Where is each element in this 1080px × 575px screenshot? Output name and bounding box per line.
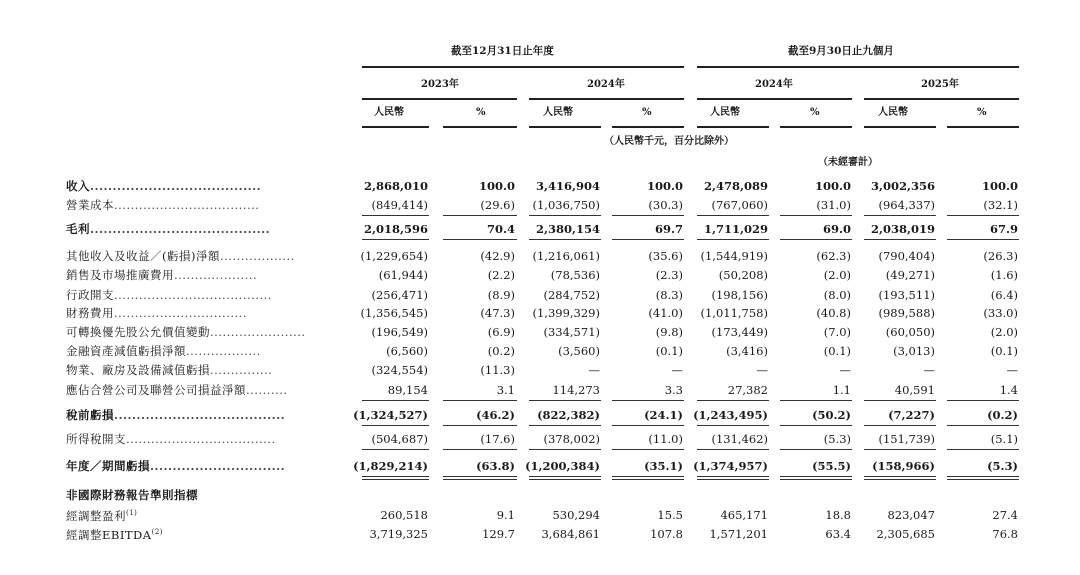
table-cell: (42.9): [480, 249, 515, 263]
table-cell: (35.6): [648, 249, 683, 263]
table-cell: 129.7: [482, 527, 515, 541]
row-label-text: 財務費用: [66, 306, 114, 320]
row-label: [66, 251, 295, 263]
table-cell: 27,382: [727, 383, 768, 397]
table-cell: (131,462): [711, 432, 768, 446]
table-cell: (256,471): [371, 288, 428, 302]
table-cell: (3,560): [558, 344, 600, 358]
table-cell: (1.6): [990, 268, 1018, 282]
table-cell: (6,560): [386, 344, 428, 358]
table-cell: (767,060): [711, 198, 768, 212]
table-cell: (0.1): [990, 344, 1018, 358]
table-cell: (5.3): [823, 432, 851, 446]
column-rule: [697, 425, 769, 426]
column-rule: [529, 215, 601, 216]
table-cell: (49,271): [885, 268, 935, 282]
column-rule: [362, 476, 429, 480]
column-rule: [864, 425, 936, 426]
table-cell: 3.1: [496, 383, 515, 397]
table-cell: (378,002): [543, 432, 600, 446]
table-cell: (1,216,061): [532, 249, 600, 263]
period-2025-9m: 2025年: [921, 79, 959, 90]
table-cell: (61,944): [378, 268, 428, 282]
period-rule: [697, 98, 852, 100]
row-label-text: 應佔合營公司及聯營公司損益淨額: [66, 383, 246, 397]
table-cell: (32.1): [983, 198, 1018, 212]
leader-dots: ..................: [186, 344, 261, 358]
table-cell: 100.0: [478, 179, 515, 193]
table-cell: 465,171: [720, 508, 768, 522]
leader-dots: ......................................: [114, 408, 286, 422]
row-label: [66, 461, 285, 473]
table-cell: (989,588): [878, 306, 935, 320]
column-rule: [780, 449, 852, 450]
table-cell: (6.9): [487, 325, 515, 339]
unit-header: %: [476, 107, 486, 118]
column-rule: [947, 425, 1019, 426]
table-cell: 3,719,325: [369, 527, 428, 541]
column-rule: [947, 215, 1019, 216]
column-rule: [697, 215, 769, 216]
table-cell: 1.1: [832, 383, 851, 397]
column-rule: [362, 215, 429, 216]
table-cell: (822,382): [537, 408, 600, 422]
table-cell: (1,829,214): [353, 459, 428, 473]
non-ifrs-label-text: 經調整EBITDA: [66, 527, 152, 542]
table-cell: (46.2): [476, 408, 515, 422]
table-cell: 67.9: [989, 222, 1018, 236]
table-cell: 1,571,201: [709, 527, 768, 541]
column-rule: [362, 239, 429, 240]
table-cell: 2,305,685: [876, 527, 935, 541]
table-cell: (1,544,919): [700, 249, 768, 263]
period-rule: [864, 98, 1019, 100]
table-cell: (1,356,545): [360, 306, 428, 320]
table-cell: —: [756, 363, 768, 377]
column-rule: [864, 476, 936, 480]
row-label-text: 毛利: [66, 222, 90, 236]
row-label: [66, 327, 306, 339]
table-cell: (964,337): [878, 198, 935, 212]
row-label: [66, 385, 288, 397]
unit-note: （人民幣千元，百分比除外）: [604, 136, 734, 147]
table-cell: (50.2): [812, 408, 851, 422]
group-header-annual: 截至12月31日止年度: [451, 45, 554, 57]
table-cell: (7,227): [888, 408, 935, 422]
table-cell: 2,018,596: [363, 222, 428, 236]
table-cell: (158,966): [872, 459, 935, 473]
row-label: [66, 410, 285, 422]
table-cell: 69.0: [822, 222, 851, 236]
table-cell: 100.0: [814, 179, 851, 193]
unit-rule: [443, 126, 517, 128]
row-label: [66, 434, 276, 446]
column-rule: [947, 449, 1019, 450]
row-label: [66, 200, 259, 212]
period-rule: [362, 98, 517, 100]
table-cell: (7.0): [823, 325, 851, 339]
column-rule: [443, 239, 517, 240]
table-cell: 2,478,089: [703, 179, 768, 193]
table-cell: (63.8): [476, 459, 515, 473]
table-cell: (30.3): [648, 198, 683, 212]
unit-header: 人民幣: [374, 107, 404, 118]
table-cell: (8.3): [655, 288, 683, 302]
table-cell: 18.8: [825, 508, 851, 522]
column-rule: [612, 215, 684, 216]
column-rule: [780, 239, 852, 240]
column-rule: [529, 239, 601, 240]
table-cell: (504,687): [371, 432, 428, 446]
table-cell: (33.0): [983, 306, 1018, 320]
unit-rule: [780, 126, 852, 128]
table-cell: 1,711,029: [703, 222, 768, 236]
table-cell: (198,156): [711, 288, 768, 302]
column-rule: [612, 400, 684, 401]
table-cell: (196,549): [371, 325, 428, 339]
table-cell: (9.8): [655, 325, 683, 339]
unit-rule: [529, 126, 601, 128]
table-cell: (1,011,758): [700, 306, 768, 320]
table-cell: 27.4: [992, 508, 1018, 522]
unit-rule: [697, 126, 769, 128]
table-cell: 2,380,154: [535, 222, 600, 236]
table-cell: 3,684,861: [541, 527, 600, 541]
table-cell: (5.3): [987, 459, 1018, 473]
table-cell: (790,404): [878, 249, 935, 263]
table-cell: (1,036,750): [532, 198, 600, 212]
footnote-marker: (2): [151, 528, 164, 536]
table-cell: 76.8: [992, 527, 1018, 541]
non-ifrs-label-text: 經調整盈利: [66, 508, 126, 523]
table-cell: —: [839, 363, 851, 377]
column-rule: [864, 239, 936, 240]
table-cell: (8.9): [487, 288, 515, 302]
non-ifrs-title: 非國際財務報告準則指標: [66, 488, 198, 502]
table-cell: 15.5: [657, 508, 683, 522]
column-rule: [612, 425, 684, 426]
column-rule: [612, 476, 684, 480]
column-rule: [947, 400, 1019, 401]
table-cell: (1,229,654): [360, 249, 428, 263]
table-cell: (2.0): [990, 325, 1018, 339]
column-rule: [529, 476, 601, 480]
table-cell: 114,273: [552, 383, 600, 397]
row-label-text: 所得稅開支: [66, 432, 126, 446]
table-cell: (1,324,527): [353, 408, 428, 422]
table-cell: 2,038,019: [870, 222, 935, 236]
row-label: [66, 346, 261, 358]
table-cell: (151,739): [878, 432, 935, 446]
non-ifrs-label: [66, 510, 137, 522]
table-cell: 89,154: [387, 383, 428, 397]
column-rule: [947, 476, 1019, 480]
row-label-text: 金融資產減值虧損淨額: [66, 344, 186, 358]
row-label: [66, 224, 270, 236]
table-cell: (0.2): [987, 408, 1018, 422]
column-rule: [780, 425, 852, 426]
table-cell: 1.4: [999, 383, 1018, 397]
table-cell: (62.3): [816, 249, 851, 263]
table-cell: (26.3): [983, 249, 1018, 263]
period-rule: [529, 98, 684, 100]
leader-dots: ......................................: [114, 288, 272, 302]
unit-rule: [612, 126, 684, 128]
column-rule: [780, 400, 852, 401]
table-cell: (1,399,329): [532, 306, 600, 320]
column-rule: [864, 400, 936, 401]
column-rule: [780, 215, 852, 216]
column-rule: [443, 215, 517, 216]
table-cell: (8.0): [823, 288, 851, 302]
row-label-text: 銷售及市場推廣費用: [66, 268, 174, 282]
column-rule: [780, 476, 852, 480]
table-cell: (29.6): [480, 198, 515, 212]
leader-dots: ........................................: [90, 222, 271, 236]
table-cell: (3,013): [893, 344, 935, 358]
table-cell: (1,243,495): [693, 408, 768, 422]
table-cell: 823,047: [887, 508, 935, 522]
table-cell: (24.1): [644, 408, 683, 422]
table-cell: (173,449): [711, 325, 768, 339]
table-cell: —: [1006, 363, 1018, 377]
table-cell: (2.3): [655, 268, 683, 282]
row-label-text: 營業成本: [66, 198, 114, 212]
table-cell: (1,374,957): [693, 459, 768, 473]
table-cell: 3.3: [664, 383, 683, 397]
leader-dots: ....................................: [126, 432, 276, 446]
table-cell: (3,416): [726, 344, 768, 358]
column-rule: [362, 449, 429, 450]
table-cell: (0.1): [823, 344, 851, 358]
column-rule: [697, 239, 769, 240]
table-cell: 3,002,356: [870, 179, 935, 193]
table-cell: (35.1): [644, 459, 683, 473]
table-cell: (47.3): [480, 306, 515, 320]
unit-header: 人民幣: [878, 107, 908, 118]
leader-dots: ....................: [174, 268, 258, 282]
group-header-nine-months: 截至9月30日止九個月: [788, 45, 894, 57]
table-cell: 2,868,010: [363, 179, 428, 193]
row-label-text: 行政開支: [66, 288, 114, 302]
column-rule: [529, 449, 601, 450]
column-rule: [947, 239, 1019, 240]
unaudited-note: （未經審計）: [818, 157, 878, 168]
table-cell: 100.0: [646, 179, 683, 193]
unit-header: %: [642, 107, 652, 118]
table-cell: (6.4): [990, 288, 1018, 302]
table-cell: —: [923, 363, 935, 377]
column-rule: [697, 476, 769, 480]
table-cell: (5.1): [990, 432, 1018, 446]
table-cell: 9.1: [496, 508, 515, 522]
row-label-text: 年度／期間虧損: [66, 459, 150, 473]
table-cell: (50,208): [718, 268, 768, 282]
unit-header: %: [977, 107, 987, 118]
row-label-text: 物業、廠房及設備減值虧損: [66, 363, 210, 377]
column-rule: [612, 449, 684, 450]
table-cell: (334,571): [543, 325, 600, 339]
unit-header: 人民幣: [543, 107, 573, 118]
row-label-text: 其他收入及收益／(虧損)淨額: [66, 249, 220, 263]
table-cell: (11.3): [480, 363, 515, 377]
table-cell: (2.2): [487, 268, 515, 282]
table-cell: (0.1): [655, 344, 683, 358]
table-cell: 40,591: [894, 383, 935, 397]
table-cell: (1,200,384): [525, 459, 600, 473]
column-rule: [362, 400, 429, 401]
row-label: [66, 270, 257, 282]
leader-dots: .......................: [210, 325, 306, 339]
table-cell: (324,554): [371, 363, 428, 377]
unit-rule: [362, 126, 429, 128]
column-rule: [443, 449, 517, 450]
table-cell: (55.5): [812, 459, 851, 473]
table-cell: 69.7: [654, 222, 683, 236]
row-label: [66, 181, 261, 193]
table-cell: 260,518: [380, 508, 428, 522]
leader-dots: ..................: [219, 249, 295, 263]
unit-header: 人民幣: [710, 107, 740, 118]
table-cell: (40.8): [816, 306, 851, 320]
unit-rule: [947, 126, 1019, 128]
table-cell: (17.6): [480, 432, 515, 446]
table-cell: 100.0: [981, 179, 1018, 193]
column-rule: [612, 239, 684, 240]
leader-dots: ...................................: [114, 198, 260, 212]
column-rule: [864, 449, 936, 450]
column-rule: [864, 215, 936, 216]
leader-dots: ......................................: [90, 179, 262, 193]
group-rule-annual: [362, 66, 684, 68]
table-cell: (2.0): [823, 268, 851, 282]
leader-dots: ...............: [210, 363, 273, 377]
table-cell: (31.0): [816, 198, 851, 212]
column-rule: [697, 400, 769, 401]
row-label: [66, 290, 272, 302]
column-rule: [529, 425, 601, 426]
column-rule: [362, 425, 429, 426]
period-2023: 2023年: [421, 79, 459, 90]
row-label-text: 收入: [66, 179, 90, 193]
leader-dots: ..............................: [150, 459, 286, 473]
column-rule: [697, 449, 769, 450]
table-cell: —: [671, 363, 683, 377]
table-cell: 70.4: [486, 222, 515, 236]
leader-dots: ..........: [246, 383, 288, 397]
unit-header: %: [810, 107, 820, 118]
table-cell: (0.2): [487, 344, 515, 358]
row-label-text: 可轉換優先股公允價值變動: [66, 325, 210, 339]
table-cell: (193,511): [878, 288, 935, 302]
non-ifrs-label: [66, 529, 163, 541]
table-cell: (60,050): [885, 325, 935, 339]
leader-dots: ................................: [114, 306, 247, 320]
period-2024-annual: 2024年: [587, 79, 625, 90]
row-label: [66, 365, 272, 377]
column-rule: [443, 400, 517, 401]
table-cell: (849,414): [371, 198, 428, 212]
table-cell: (41.0): [648, 306, 683, 320]
column-rule: [443, 425, 517, 426]
table-cell: (11.0): [648, 432, 683, 446]
table-cell: 3,416,904: [535, 179, 600, 193]
row-label: [66, 308, 247, 320]
table-cell: (78,536): [550, 268, 600, 282]
table-cell: 107.8: [650, 527, 683, 541]
table-cell: 530,294: [552, 508, 600, 522]
column-rule: [443, 476, 517, 480]
period-2024-9m: 2024年: [755, 79, 793, 90]
table-cell: —: [588, 363, 600, 377]
row-label-text: 稅前虧損: [66, 408, 114, 422]
unit-rule: [864, 126, 936, 128]
table-cell: 63.4: [825, 527, 851, 541]
group-rule-nine-months: [697, 66, 1019, 68]
column-rule: [529, 400, 601, 401]
table-cell: (284,752): [543, 288, 600, 302]
footnote-marker: (1): [126, 509, 138, 517]
